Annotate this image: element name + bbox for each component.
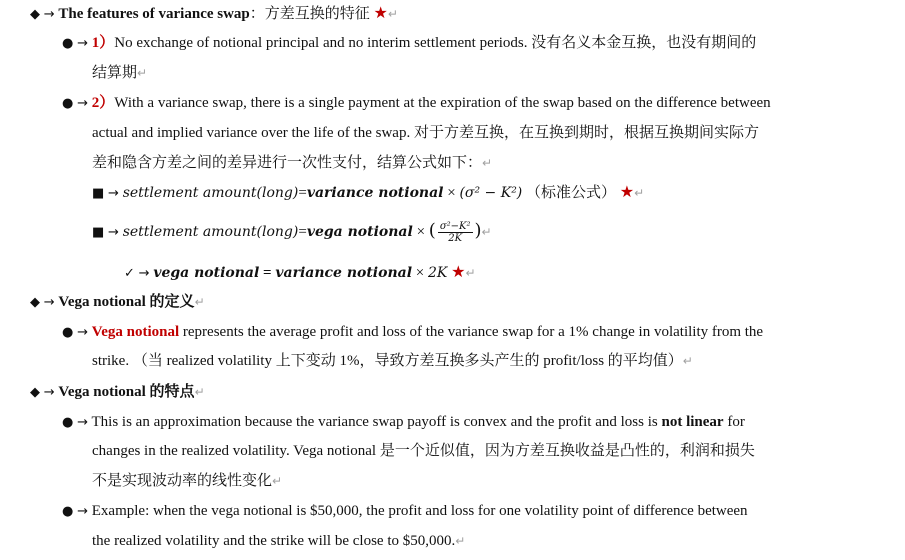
item-number: 1） bbox=[91, 35, 115, 51]
section-features-heading bbox=[30, 3, 398, 25]
square-bullet-icon: ■ bbox=[92, 186, 105, 201]
heading-text: The features of variance swap bbox=[58, 6, 250, 22]
formula-tail: 2K bbox=[428, 265, 448, 281]
formula-eq: = bbox=[298, 224, 307, 240]
list-item bbox=[62, 412, 745, 433]
star-icon: ★ bbox=[373, 3, 388, 22]
item-text: Example: when the vega notional is $50,000, the profit and loss for one volatility point of difference between bbox=[91, 503, 748, 519]
arrow-icon: → bbox=[138, 266, 150, 281]
arrow-icon: → bbox=[43, 385, 55, 400]
formula-eq: = bbox=[298, 185, 307, 201]
paragraph-mark-icon: ↵ bbox=[465, 266, 476, 280]
item-text: 不是实现波动率的线性变化 bbox=[92, 473, 273, 489]
formula-times: × bbox=[415, 265, 425, 281]
arrow-icon: → bbox=[77, 325, 88, 340]
heading-cn: ：方差互换的特征 bbox=[249, 6, 370, 22]
item-text: 结算期 bbox=[92, 65, 138, 81]
fraction-numerator: σ²−K² bbox=[439, 221, 471, 233]
star-icon: ★ bbox=[451, 262, 466, 281]
formula-note: （标准公式） bbox=[526, 185, 617, 201]
arrow-icon: → bbox=[108, 186, 119, 201]
formula-notional: variance notional bbox=[275, 265, 413, 281]
formula-fraction bbox=[438, 221, 473, 244]
emphasis-text: not linear bbox=[661, 414, 724, 430]
formula-standard bbox=[92, 182, 644, 204]
dot-bullet-icon: ● bbox=[62, 504, 74, 519]
diamond-bullet-icon: ◆ bbox=[30, 295, 40, 310]
paragraph-mark-icon: ↵ bbox=[481, 225, 492, 239]
section-characteristics-heading bbox=[30, 382, 205, 403]
list-item-continuation bbox=[92, 123, 759, 143]
formula-lhs: settlement amount(long) bbox=[122, 185, 299, 201]
item-text: 差和隐含方差之间的差异进行一次性支付，结算公式如下： bbox=[92, 155, 483, 171]
formula-expr: (σ² − K²) bbox=[459, 185, 523, 201]
paragraph-mark-icon: ↵ bbox=[272, 474, 283, 488]
paragraph-mark-icon: ↵ bbox=[137, 66, 148, 80]
arrow-icon: → bbox=[43, 7, 55, 22]
arrow-icon: → bbox=[77, 504, 88, 519]
paragraph-mark-icon: ↵ bbox=[455, 534, 466, 548]
diamond-bullet-icon: ◆ bbox=[30, 385, 40, 400]
list-item-continuation bbox=[92, 531, 465, 551]
item-number: 2） bbox=[91, 95, 115, 111]
item-text: represents the average profit and loss of the variance swap for a 1% change in volatility from the bbox=[179, 324, 764, 340]
star-icon: ★ bbox=[619, 182, 635, 201]
heading-text: Vega notional bbox=[58, 384, 146, 400]
item-text: changes in the realized volatility. Vega notional 是一个近似值，因为方差互换收益是凸性的，利润和损失 bbox=[92, 443, 755, 459]
dot-bullet-icon: ● bbox=[62, 36, 74, 51]
paren-open: ( bbox=[428, 220, 436, 241]
heading-cn: 的定义 bbox=[145, 294, 195, 310]
dot-bullet-icon: ● bbox=[62, 415, 74, 430]
item-text: This is an approximation because the variance swap payoff is convex and the profit and loss is bbox=[91, 414, 662, 430]
square-bullet-icon: ■ bbox=[92, 225, 105, 240]
fraction-denominator: 2K bbox=[448, 233, 463, 245]
dot-bullet-icon: ● bbox=[62, 325, 74, 340]
item-text: the realized volatility and the strike will be close to $50,000. bbox=[92, 533, 456, 549]
term-highlight: Vega notional bbox=[91, 324, 180, 340]
formula-vega-definition bbox=[124, 262, 476, 284]
list-item bbox=[62, 93, 771, 114]
formula-lhs: settlement amount(long) bbox=[122, 224, 299, 240]
formula-eq: = bbox=[263, 265, 272, 281]
heading-cn: 的特点 bbox=[145, 384, 195, 400]
formula-vega bbox=[92, 216, 492, 248]
arrow-icon: → bbox=[77, 96, 88, 111]
list-item-continuation bbox=[92, 153, 492, 173]
arrow-icon: → bbox=[77, 36, 88, 51]
check-bullet-icon: ✓ bbox=[124, 266, 135, 281]
heading-text: Vega notional bbox=[58, 294, 146, 310]
list-item bbox=[62, 322, 763, 343]
paragraph-mark-icon: ↵ bbox=[194, 385, 205, 399]
list-item-continuation bbox=[92, 63, 147, 83]
item-text: actual and implied variance over the life of the swap. 对于方差互换，在互换到期时，根据互换期间实际方 bbox=[92, 125, 759, 141]
diamond-bullet-icon: ◆ bbox=[30, 7, 40, 22]
list-item-continuation bbox=[92, 471, 282, 491]
item-text: for bbox=[723, 414, 745, 430]
list-item-continuation bbox=[92, 351, 693, 371]
arrow-icon: → bbox=[77, 415, 88, 430]
item-text: With a variance swap, there is a single payment at the expiration of the swap based on the difference between bbox=[114, 95, 771, 111]
paragraph-mark-icon: ↵ bbox=[482, 156, 493, 170]
arrow-icon: → bbox=[43, 295, 55, 310]
formula-times: × bbox=[447, 185, 456, 201]
list-item bbox=[62, 33, 756, 54]
formula-notional: vega notional bbox=[306, 224, 413, 240]
item-text: No exchange of notional principal and no interim settlement periods. 没有名义本金互换，也没有期间的 bbox=[114, 35, 757, 51]
list-item-continuation bbox=[92, 441, 755, 461]
item-text: strike. （当 realized volatility 上下变动 1%，导致方差互换多头产生的 profit/loss 的平均值） bbox=[92, 353, 683, 369]
formula-times: × bbox=[416, 224, 426, 240]
section-definition-heading bbox=[30, 292, 205, 313]
dot-bullet-icon: ● bbox=[62, 96, 74, 111]
paragraph-mark-icon: ↵ bbox=[387, 7, 398, 21]
paragraph-mark-icon: ↵ bbox=[634, 186, 645, 200]
formula-lhs: vega notional bbox=[153, 265, 260, 281]
arrow-icon: → bbox=[108, 225, 119, 240]
list-item bbox=[62, 501, 748, 522]
paragraph-mark-icon: ↵ bbox=[194, 295, 205, 309]
formula-notional: variance notional bbox=[306, 185, 444, 201]
paragraph-mark-icon: ↵ bbox=[682, 354, 693, 368]
paren-close: ) bbox=[474, 220, 482, 241]
